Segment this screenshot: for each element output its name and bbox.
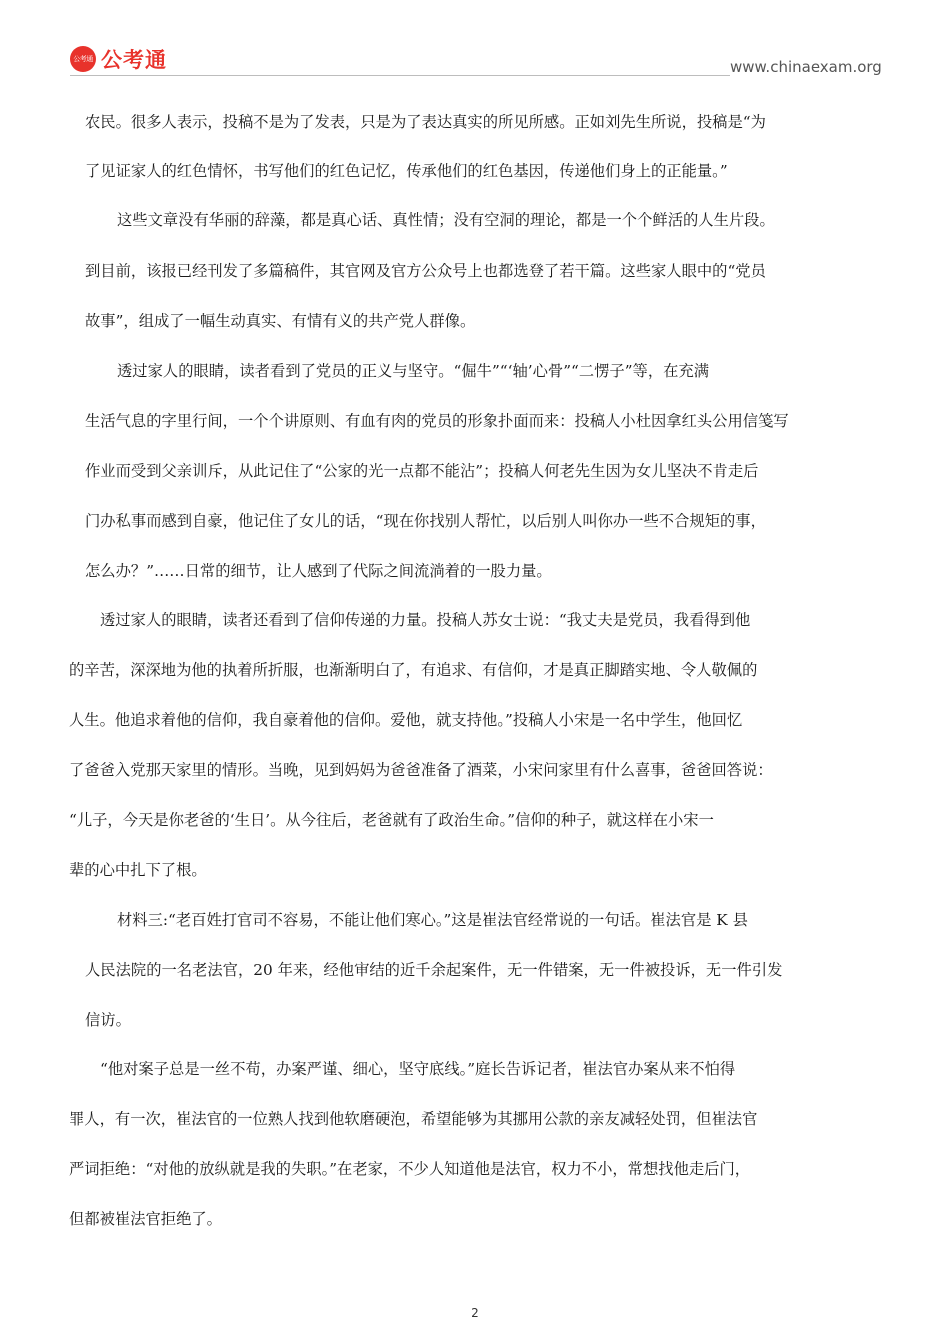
text-line: 的辛苦，深深地为他的执着所折服，也渐渐明白了，有追求、有信仰，才是真正脚踏实地、令人敬佩的: [69, 661, 758, 679]
site-url[interactable]: www.chinaexam.org: [730, 58, 900, 76]
text-line: 到目前，该报已经刊发了多篇稿件，其官网及官方公众号上也都选登了若干篇。这些家人眼中的“党员: [85, 262, 766, 280]
text-line: 了爸爸入党那天家里的情形。当晚，见到妈妈为爸爸准备了酒菜，小宋问家里有什么喜事，爸爸回答说：: [69, 761, 773, 779]
text-line: 怎么办？”……日常的细节，让人感到了代际之间流淌着的一股力量。: [85, 562, 552, 580]
page-header: [0, 0, 950, 100]
text-line: 信访。: [85, 1011, 131, 1029]
text-line: 故事”，组成了一幅生动真实、有情有义的共产党人群像。: [85, 312, 476, 330]
text-line: 这些文章没有华丽的辞藻，都是真心话、真性情；没有空洞的理论，都是一个个鲜活的人生片段。: [117, 211, 775, 229]
text-line: 了见证家人的红色情怀，书写他们的红色记忆，传承他们的红色基因，传递他们身上的正能量。”: [85, 162, 728, 180]
text-line: 材料三:“老百姓打官司不容易，不能让他们寒心。”这是崔法官经常说的一句话。崔法官是 K 县: [117, 911, 748, 929]
logo-text: 公考通: [101, 48, 167, 72]
text-line: 罪人，有一次，崔法官的一位熟人找到他软磨硬泡，希望能够为其挪用公款的亲友减轻处罚，但崔法官: [69, 1110, 758, 1128]
logo[interactable]: [70, 44, 167, 74]
text-line: 透过家人的眼睛，读者还看到了信仰传递的力量。投稿人苏女士说：“我丈夫是党员，我看得到他: [100, 611, 751, 629]
text-line: 透过家人的眼睛，读者看到了党员的正义与坚守。“倔牛”“‘轴’心骨”“二愣子”等，在充满: [117, 362, 710, 380]
text-line: 生活气息的字里行间，一个个讲原则、有血有肉的党员的形象扑面而来：投稿人小杜因拿红头公用信笺写: [85, 412, 789, 430]
text-line: 农民。很多人表示，投稿不是为了发表，只是为了表达真实的所见所感。正如刘先生所说，投稿是“为: [85, 113, 766, 131]
text-line: 辈的心中扎下了根。: [69, 861, 207, 879]
text-line: “儿子，今天是你老爸的‘生日’。从今往后，老爸就有了政治生命。”信仰的种子，就这样在小宋一: [69, 811, 714, 829]
text-line: 作业而受到父亲训斥，从此记住了“公家的光一点都不能沾”；投稿人何老先生因为女儿坚决不肯走后: [85, 462, 759, 480]
logo-badge-icon: 公考通: [70, 46, 96, 72]
text-line: 人生。他追求着他的信仰，我自豪着他的信仰。爱他，就支持他。”投稿人小宋是一名中学生，他回忆: [69, 711, 743, 729]
text-line: 但都被崔法官拒绝了。: [69, 1210, 222, 1228]
text-line: 人民法院的一名老法官，20 年来，经他审结的近千余起案件，无一件错案，无一件被投诉，无一件引发: [85, 961, 783, 979]
text-line: 门办私事而感到自豪，他记住了女儿的话，“现在你找别人帮忙，以后别人叫你办一些不合规矩的事，: [85, 512, 766, 530]
text-line: 严词拒绝：“对他的放纵就是我的失职。”在老家，不少人知道他是法官，权力不小，常想找他走后门，: [69, 1160, 751, 1178]
text-line: “他对案子总是一丝不苟，办案严谨、细心，坚守底线。”庭长告诉记者，崔法官办案从来不怕得: [100, 1060, 736, 1078]
page-number: 2: [471, 1306, 479, 1320]
